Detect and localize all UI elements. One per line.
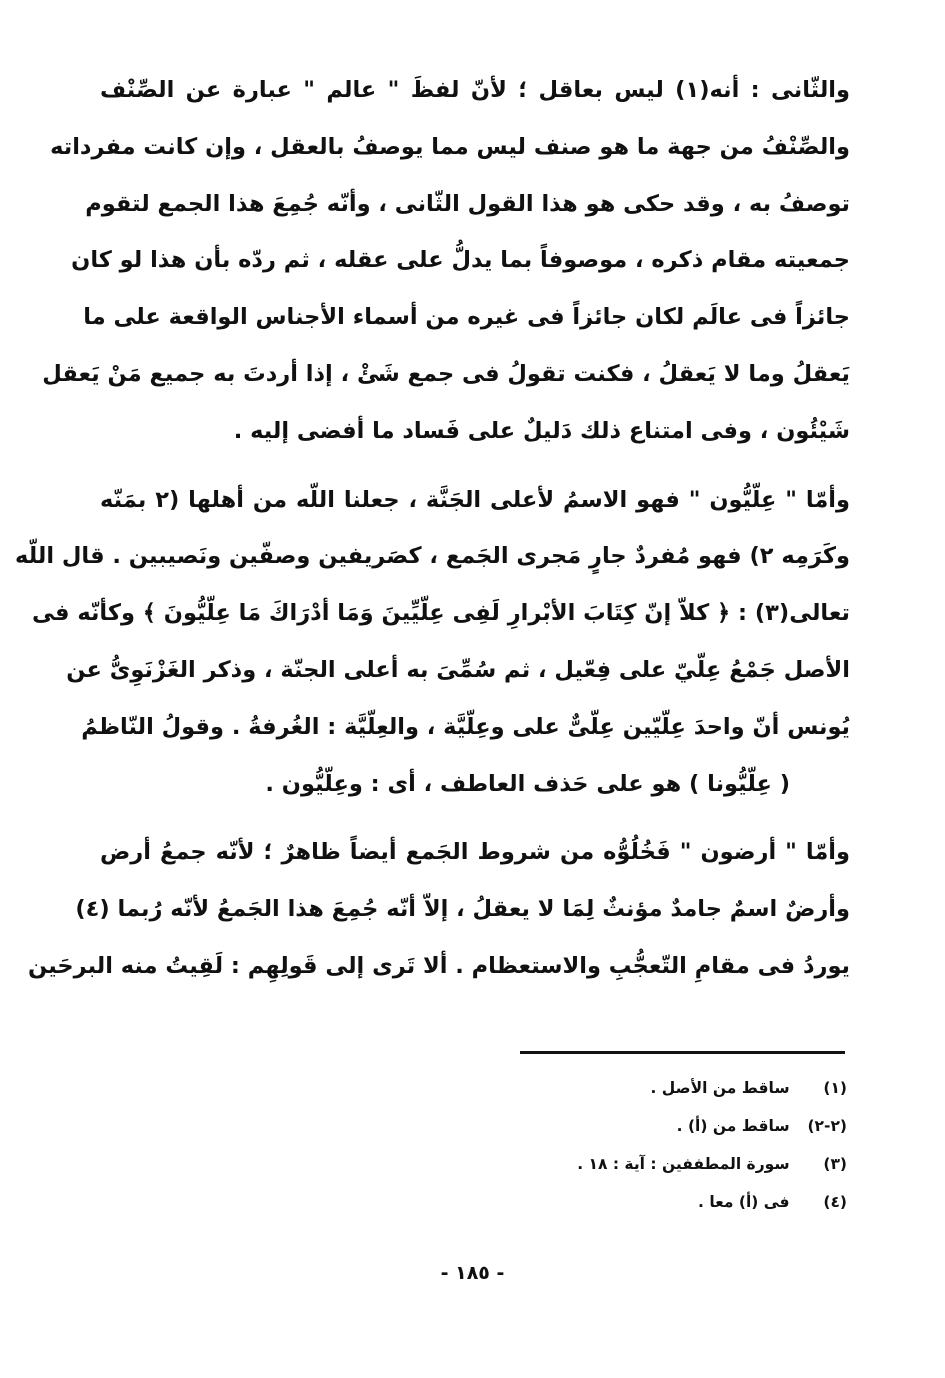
text-line: يَعقلُ وما لا يَعقلُ ، فكنت تقولُ فى جمع شَئْ ، إذا أردتَ به جميع مَنْ يَعقل	[42, 360, 850, 387]
text-line: شَيْئُون ، وفى امتناع ذلك دَليلٌ على فَساد ما أفضى إليه .	[233, 417, 850, 444]
text-line: وكَرَمِه ٢) فهو مُفردٌ جارٍ مَجرى الجَمع ، كصَريفين وصفّين ونَصيبين . قال اللّه	[15, 543, 850, 570]
text-line: توصفُ به ، وقد حكى هو هذا القول الثّانى ، وأنّه جُمِعَ هذا الجمع لتقوم	[85, 190, 850, 217]
page-number: - ١٨٥ -	[440, 1262, 505, 1284]
verse-line: ( عِلّيُّونا ) هو على حَذف العاطف ، أى : وعِلّيُّون .	[265, 770, 790, 797]
footnote-item	[400, 1069, 847, 1107]
text-line: جمعيته مقام ذكره ، موصوفاً بما يدلُّ على عقله ، ثم ردّه بأن هذا لو كان	[71, 247, 850, 274]
footnote-divider	[520, 1051, 845, 1054]
footnote-item	[400, 1145, 847, 1183]
footnote-text: سورة المطففين : آية : ١٨ .	[577, 1155, 790, 1173]
footnote-text: ساقط من الأصل .	[650, 1079, 790, 1097]
paragraph-1	[42, 62, 851, 460]
footnote-text: فى (أ) معا .	[698, 1193, 790, 1211]
footnote-number: (٣)	[823, 1155, 847, 1173]
footnote-item	[400, 1107, 847, 1145]
text-line: والثّانى : أنه(١) ليس بعاقل ؛ لأنّ لفظَ " عالم " عبارة عن الصِّنْف	[100, 77, 851, 103]
verse-citation	[100, 756, 850, 813]
footnotes	[400, 1069, 847, 1221]
text-line: والصِّنْفُ من جهة ما هو صنف ليس مما يوصفُ بالعقل ، وإن كانت مفرداته	[50, 133, 850, 160]
text-line: وأرضٌ اسمٌ جامدٌ مؤنثٌ لِمَا لا يعقلُ ، إلاّ أنّه جُمِعَ هذا الجَمعُ لأنّه رُبما (٤)	[75, 896, 850, 923]
main-text	[15, 62, 851, 995]
footnote-number: (١)	[823, 1079, 847, 1097]
text-line: وأمّا " أرضون " فَخُلُوُّه من شروط الجَمع أيضاً ظاهرٌ ؛ لأنّه جمعُ أرض	[100, 839, 850, 866]
footnote-item	[400, 1183, 847, 1221]
text-line: يوردُ فى مقامِ التّعجُّبِ والاستعظام . ألا تَرى إلى قَولِهِم : لَقِيتُ منه البرحَين	[27, 952, 850, 979]
text-line: يُونس أنّ واحدَ عِلّيّين عِلّىٌّ على وعِلّيَّة ، والعِلّيَّة : الغُرفةُ . وقولُ النّاظمُ	[81, 713, 850, 740]
paragraph-3	[27, 824, 850, 994]
footnote-number: (٤)	[823, 1193, 847, 1211]
text-line: الأصل جَمْعُ عِلّيّ على فِعّيل ، ثم سُمِّىَ به أعلى الجنّة ، وذكر الغَزْنَوِىُّ عن	[66, 656, 850, 683]
paragraph-2	[15, 472, 850, 756]
text-line: تعالى(٣) : ﴿ كلاّ إنّ كِتَابَ الأبْرارِ لَفِى عِلّيِّينَ وَمَا أدْرَاكَ مَا عِلّيُّونَ ﴾ وكأنّه فى	[32, 600, 850, 627]
footnote-text: ساقط من (أ) .	[676, 1117, 790, 1135]
footnote-number: (٢-٢)	[807, 1117, 847, 1135]
text-line: جائزاً فى عالَم لكان جائزاً فى غيره من أسماء الأجناس الواقعة على ما	[83, 304, 850, 331]
text-line: وأمّا " عِلّيُّون " فهو الاسمُ لأعلى الجَنَّة ، جعلنا اللّه من أهلها (٢ بمَنّه	[100, 486, 850, 513]
